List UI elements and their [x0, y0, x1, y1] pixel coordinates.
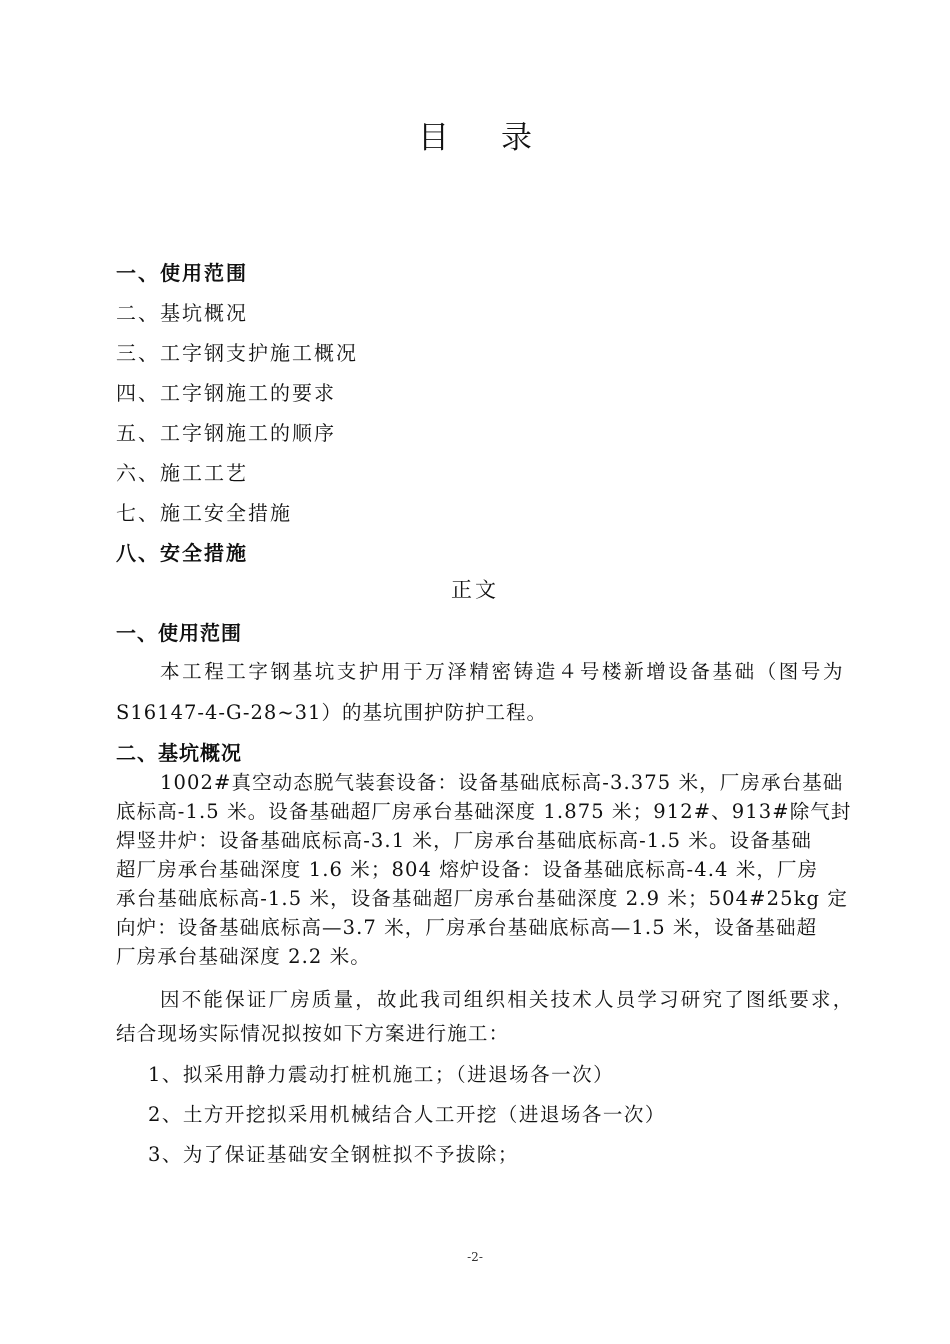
paragraph-line: 底标高-1.5 米。设备基础超厂房承台基础深度 1.875 米；912#、913#除气封 — [116, 800, 852, 823]
paragraph-line: 结合现场实际情况拟按如下方案进行施工： — [116, 1022, 510, 1045]
paragraph-line: 厂房承台基础深度 2.2 米。 — [116, 945, 371, 968]
section-heading: 二、基坑概况 — [116, 741, 242, 765]
toc-item: 八、安全措施 — [116, 541, 248, 565]
toc-item: 二、基坑概况 — [116, 301, 248, 325]
list-item: 3、为了保证基础安全钢桩拟不予拔除； — [148, 1143, 519, 1166]
body-heading: 正文 — [451, 578, 499, 602]
toc-item: 三、工字钢支护施工概况 — [116, 341, 358, 365]
paragraph-line: 本工程工字钢基坑支护用于万泽精密铸造４号楼新增设备基础（图号为 — [160, 660, 846, 683]
paragraph-line: 1002#真空动态脱气装套设备：设备基础底标高-3.375 米，厂房承台基础 — [160, 771, 844, 794]
toc-item: 五、工字钢施工的顺序 — [116, 421, 336, 445]
list-item: 2、土方开挖拟采用机械结合人工开挖（进退场各一次） — [148, 1103, 666, 1126]
paragraph-line: 因不能保证厂房质量，故此我司组织相关技术人员学习研究了图纸要求， — [160, 988, 855, 1011]
toc-item: 四、工字钢施工的要求 — [116, 381, 336, 405]
page-title: 目录 — [418, 120, 584, 156]
list-item: 1、拟采用静力震动打桩机施工；（进退场各一次） — [148, 1063, 615, 1086]
paragraph-line: 焊竖井炉：设备基础底标高-3.1 米，厂房承台基础底标高-1.5 米。设备基础 — [116, 829, 812, 852]
paragraph-line: S16147-4-G-28~31）的基坑围护防护工程。 — [116, 701, 547, 724]
section-heading: 一、使用范围 — [116, 621, 242, 645]
page-number: -2- — [467, 1250, 483, 1264]
paragraph-line: 超厂房承台基础深度 1.6 米；804 熔炉设备：设备基础底标高-4.4 米，厂房 — [116, 858, 819, 881]
toc-item: 一、使用范围 — [116, 261, 248, 285]
toc-item: 七、施工安全措施 — [116, 501, 292, 525]
paragraph-line: 向炉：设备基础底标高—3.7 米，厂房承台基础底标高—1.5 米，设备基础超 — [116, 916, 818, 939]
paragraph-line: 承台基础底标高-1.5 米，设备基础超厂房承台基础深度 2.9 米；504#25kg 定 — [116, 887, 848, 910]
toc-item: 六、施工工艺 — [116, 461, 248, 485]
